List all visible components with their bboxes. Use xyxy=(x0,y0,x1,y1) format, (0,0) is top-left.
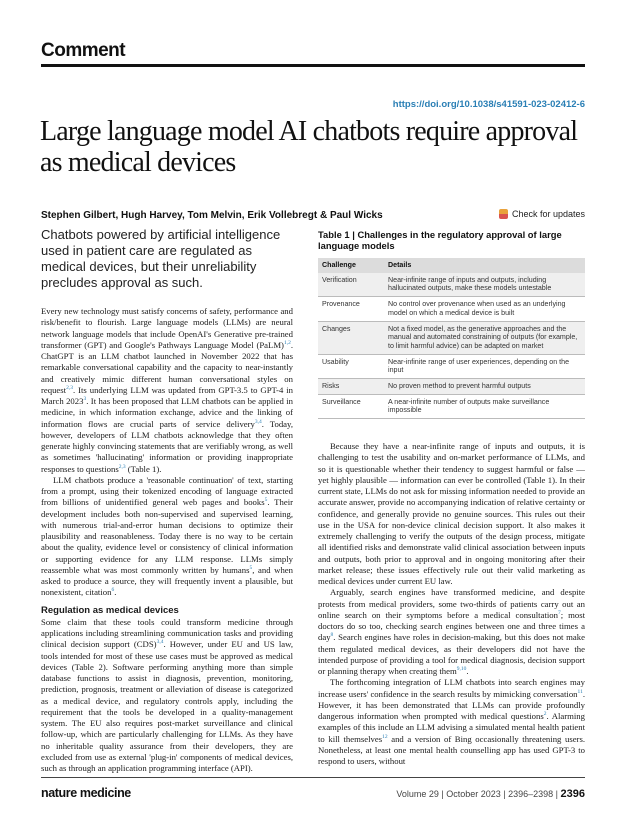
citation[interactable]: 6 xyxy=(111,587,115,594)
citation[interactable]: 3 xyxy=(83,396,87,403)
citation[interactable]: 11 xyxy=(577,688,583,695)
paragraph: Because they have a near-infinite range of inputs and outputs, it is challenging to test the usability and on-market performance of LLMs, and so it is questionable whether their tendency to suggest harmful or false — yet highly plausible — information can ever be controlled (Table 1). In their current state, LLMs do not ask for missing information needed to provide an accurate answer, provide no accompanying indication of relative certainty or confidence, and generally provide no genuine sources. This rules out their use in the USA for non-device clinical decision support. It also makes it extremely challenging to verify the outputs of the design process, mitigate all identified risks and demonstrate valid clinical association between inputs and outputs, both prior to approval and in ongoing monitoring after their market release; these issues effectively rule out their valid marketing as medical devices under current EU law. xyxy=(318,441,585,586)
paragraph: Arguably, search engines have transformed medicine, and despite protests from medical providers, some two-thirds of patients carry out an online search on their symptoms before a medical consultation$^7$; most doctors do so too, checking search engines between one and three times a day$^8$. Search engines have roles in decision-making, but this does not make them regulated medical devices, as their developers did not have the intended purpose of providing a tool for medical diagnosis, decision support or planning therapy when creating them$^{9,10}$. xyxy=(318,587,585,676)
challenges-table xyxy=(318,258,585,419)
table-row xyxy=(318,379,585,395)
citation[interactable]: 9,10 xyxy=(456,666,467,673)
paragraph: LLM chatbots produce a 'reasonable continuation' of text, starting from a prompt, using their tokenized encoding of language extracted from billions of unidentified general web pages and books$^5$. Their development includes both non-supervised and supervised learning, with numerous trial-and-error human decisions to optimize their plausibility and reasonableness. Today there is no way to be certain about the quality, evidence level or consistency of clinical information or supporting evidence for any LLM response. LLMs simply reassemble what was most commonly written by humans$^5$, and when asked to produce a source, they will frequently invent a plausible, but nonexistent, citation$^6$. xyxy=(41,474,293,598)
citation[interactable]: 8 xyxy=(330,632,334,639)
table-cell: A near-infinite number of outputs make surveillance impossible xyxy=(384,394,585,418)
table-cell: Risks xyxy=(318,379,384,395)
table-row xyxy=(318,354,585,378)
citation[interactable]: 2,3 xyxy=(66,384,73,391)
table-cell: Near-infinite range of user experiences, depending on the input xyxy=(384,354,585,378)
check-updates-button[interactable] xyxy=(499,209,585,219)
article-title: Large language model AI chatbots require approval as medical devices xyxy=(40,116,578,178)
paragraph: The forthcoming integration of LLM chatbots into search engines may increase users' confidence in the search results by mimicking conversation$^{11}$. However, it has been demonstrated that LLMs can provide profoundly dangerous information when prompted with medical questions$^2$. Alarming examples of this include an LLM advising a simulated mental health patient to kill themselves$^{12}$ and a version of Bing occasionally threatening users. Nonetheless, at least one mental health counselling app has used GPT-3 to respond to users, without xyxy=(318,677,585,766)
body-column-left xyxy=(41,306,293,774)
table-cell: Near-infinite range of inputs and outputs, including hallucinated outputs, make these models untestable xyxy=(384,273,585,297)
journal-name: nature medicine xyxy=(41,786,131,800)
check-updates-icon xyxy=(499,209,508,219)
citation[interactable]: 7 xyxy=(557,609,561,616)
citation[interactable]: 3,4 xyxy=(156,639,164,646)
body-column-right xyxy=(318,441,585,767)
header-rule xyxy=(41,64,585,67)
table-row xyxy=(318,394,585,418)
citation[interactable]: 12 xyxy=(382,733,388,740)
citation[interactable]: 3,4 xyxy=(254,418,262,425)
check-updates-label: Check for updates xyxy=(511,209,585,219)
table-caption: Table 1 | Challenges in the regulatory approval of large language models xyxy=(318,229,562,251)
table-cell: No control over provenance when used as an underlying model on which a medical device is built xyxy=(384,297,585,321)
column-header: Challenge xyxy=(318,258,384,273)
table-cell: Surveillance xyxy=(318,394,384,418)
doi-link[interactable]: https://doi.org/10.1038/s41591-023-02412-6 xyxy=(392,99,585,110)
table-header-row xyxy=(318,258,585,273)
paragraph: Every new technology must satisfy concerns of safety, performance and risk/benefit to flourish. Large language models (LLMs) are neural network language models that include OpenAI's Generative pre-trained transformer (GPT) and Google's Pathways Language Model (PaLM)$^{1,2}$. ChatGPT is an LLM chatbot launched in November 2022 that has remarkable conversational capability and the capacity to near-instantly and creatively mimic different human conversational styles on request$^{2,3}$. Its underlying LLM was updated from GPT-3.5 to GPT-4 in March 2023$^3$. It has been proposed that LLM chatbots can be applied in medicine, in which information exchange, advice and the linking of information flows are crucial parts of service delivery$^{3,4}$. Today, however, developers of LLM chatbots acknowledge that they often generate highly convincing statements that are verifiably wrong, as well as sometimes 'hallucinating' information or providing inappropriate responses to questions$^{2,3}$ (Table 1). xyxy=(41,306,293,474)
citation[interactable]: 5 xyxy=(264,497,268,504)
citation[interactable]: 2,3 xyxy=(118,463,126,470)
section-label: Comment xyxy=(41,40,126,61)
table-cell: No proven method to prevent harmful outputs xyxy=(384,379,585,395)
volume-info: Volume 29 | October 2023 | 2396–2398 | 2396 xyxy=(396,788,585,800)
standfirst: Chatbots powered by artificial intelligence used in patient care are regulated as medical devices, but their unreliability precludes approval as such. xyxy=(41,227,281,290)
table-cell: Usability xyxy=(318,354,384,378)
table-cell: Verification xyxy=(318,273,384,297)
table-cell: Not a fixed model, as the generative approaches and the manual and automated constraining of outputs (for example, to limit harmful advice) can be adapted on market xyxy=(384,321,585,354)
footer-rule xyxy=(41,777,585,778)
table-cell: Changes xyxy=(318,321,384,354)
table-cell: Provenance xyxy=(318,297,384,321)
citation[interactable]: 2 xyxy=(543,711,547,718)
table-row xyxy=(318,273,585,297)
citation[interactable]: 5 xyxy=(249,564,253,571)
column-header: Details xyxy=(384,258,585,273)
author-list: Stephen Gilbert, Hugh Harvey, Tom Melvin, Erik Vollebregt & Paul Wicks xyxy=(41,210,383,221)
citation[interactable]: 1,2 xyxy=(283,339,291,346)
page-number: 2396 xyxy=(560,788,585,800)
table-row xyxy=(318,297,585,321)
table-row xyxy=(318,321,585,354)
paragraph: Some claim that these tools could transform medicine through applications including streamlining communication tasks and providing clinical decision support (CDS)$^{3,4}$. However, under EU and US law, tools intended for most of these use cases must be approved as medical devices (Table 2). Software performing anything more than simple database functions to assist in diagnosis, prevention, monitoring, prediction, prognosis, treatment or alleviation of disease is categorized as a medical device, and regulatory controls apply, including the requirement that the tools be developed in a quality-management system. The EU also requires post-market surveillance and clinical follow-up, which are particularly challenging for LLMs. As they have no inheritable quality assurance from their developers, they are excluded from use as external 'plug-in' components of medical devices, such as through an application programming interface (API). xyxy=(41,616,293,773)
section-heading: Regulation as medical devices xyxy=(41,604,179,616)
